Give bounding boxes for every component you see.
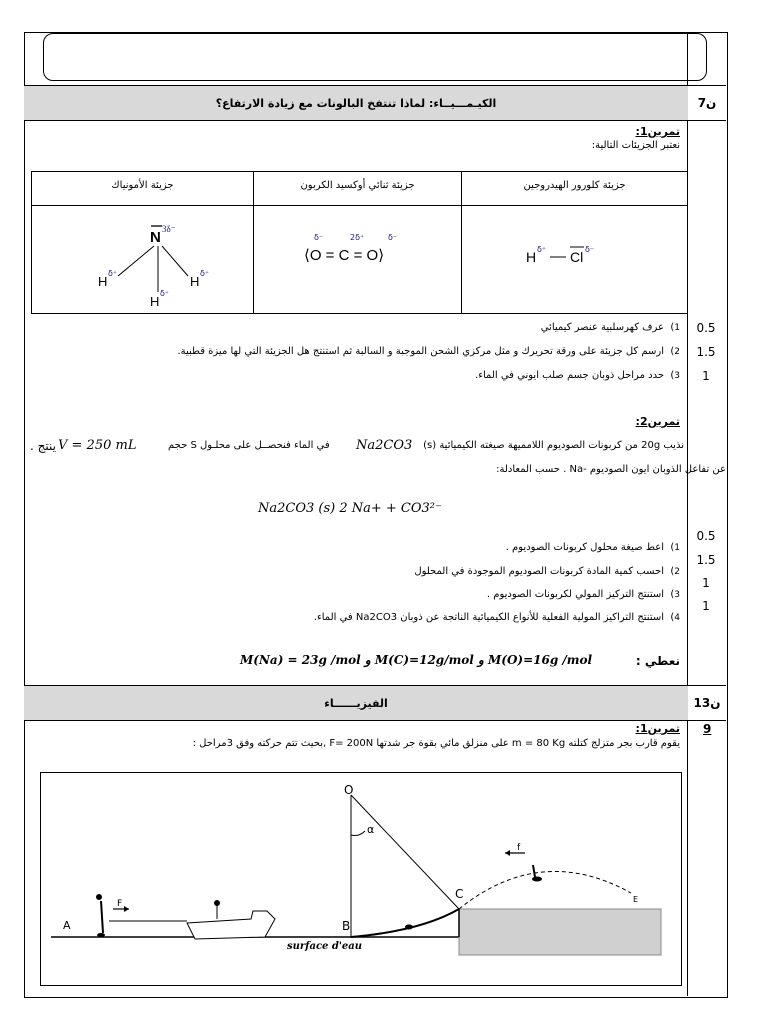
ex2-question-1: 1) اعط صيغة محلول كربونات الصوديوم . — [505, 542, 680, 553]
hcl-structure — [522, 238, 632, 274]
chemistry-title: الكيـمـــيــاء: لماذا تنتفخ البالونات مع زيادة الارتفاع؟ — [215, 96, 497, 110]
skier-figure — [40, 772, 682, 986]
ex1-mark-2: 1.5 — [696, 345, 716, 359]
water-surface-caption: surface d'eau — [287, 941, 363, 952]
volume-value: V = 250 mL — [58, 438, 137, 453]
svg-text:δ⁻: δ⁻ — [314, 233, 324, 242]
dissolution-equation: Na2CO3 (s) 2 Na+ + CO3²⁻ — [258, 501, 442, 516]
sodium-carbonate-formula: Na2CO3 — [356, 438, 413, 453]
ex2-mark-2: 1.5 — [696, 553, 716, 567]
ex1-mark-1: 0.5 — [696, 321, 716, 335]
svg-text:H: H — [190, 274, 200, 289]
svg-text:N: N — [150, 229, 161, 246]
physics-band — [24, 685, 688, 721]
ex2-question-3: 3) استنتج التركيز المولي لكربونات الصوديوم . — [486, 589, 680, 600]
ex1-question-3: 3) حدد مراحل ذوبان جسم صلب ايوني في الماء. — [475, 370, 680, 381]
force-f-label: F — [117, 899, 123, 909]
exercise1-intro: نعتبر الجزيئات التالية: — [591, 140, 680, 151]
svg-text:δ⁻: δ⁻ — [388, 233, 398, 242]
chemistry-band — [24, 85, 688, 121]
force-f-prime-label: f — [517, 843, 521, 853]
ex2-statement-line1: . ينتج V = 250 mL في الماء فنحصــل على محلـول S حجم Na2CO3 نذيب 20g من كربونات الصوديوم اللامميهة صيغته الكيميائية (s) — [30, 438, 684, 453]
ex2-statement-line2: عن تفاعل الذوبان ايون الصوديوم -Na . حسب المعادلة: — [496, 464, 726, 475]
physics-ex1-heading: تمرين1: — [635, 722, 680, 735]
svg-text:Cl: Cl — [570, 249, 584, 265]
co2-name: جزيئة ثنائي أوكسيد الكربون — [300, 180, 415, 191]
ex2-mark-4: 1 — [702, 599, 710, 613]
point-e-label: E — [633, 895, 639, 904]
exercise1-heading: تمرين1: — [635, 125, 680, 138]
ex2-question-2: 2) احسب كمية المادة كربونات الصوديوم الموجودة في المحلول — [414, 566, 680, 577]
svg-text:H: H — [98, 274, 108, 289]
point-b-label: B — [342, 919, 351, 933]
point-o-label: O — [344, 783, 354, 797]
exercise2-heading: تمرين2: — [635, 415, 680, 428]
ex2-mark-3: 1 — [702, 576, 710, 590]
co2-column — [254, 172, 462, 313]
header-box — [43, 33, 707, 81]
hcl-name: جزيئة كلورور الهيدروجين — [523, 180, 626, 191]
ex1-mark-3: 1 — [702, 369, 710, 383]
co2-structure — [296, 230, 426, 270]
svg-text:2δ⁺: 2δ⁺ — [350, 233, 365, 242]
svg-text:δ⁻: δ⁻ — [585, 245, 595, 254]
molecules-table — [31, 171, 688, 314]
point-c-label: C — [455, 887, 464, 901]
ex2-question-4: 4) استنتج التراكيز المولية الفعلية للأنواع الكيميائية الناتجة عن ذوبان Na2CO3 في الماء. — [313, 612, 680, 623]
svg-text:3δ⁻: 3δ⁻ — [162, 224, 176, 234]
given-values: M(Na) = 23g /mol و M(C)=12g/mol و M(O)=16g /mol — [240, 653, 593, 667]
physics-points: 13ن — [688, 685, 726, 721]
physics-ex1-text: يقوم قارب بجر متزلج كتلته m = 80 Kg على منزلق مائي بقوة جر شدتها F= 200N ,بحيث تتم حركته وفق 3مراحل : — [192, 738, 680, 749]
given-label: نعطي : — [635, 654, 680, 668]
ex2-mark-1: 0.5 — [696, 529, 716, 543]
svg-text:δ⁺: δ⁺ — [160, 289, 170, 298]
point-a-label: A — [63, 919, 71, 932]
ex1-question-1: 1) عرف كهرسلبية عنصر كيميائي — [540, 322, 680, 333]
chemistry-points: 7ن — [688, 85, 726, 121]
ammonia-column — [32, 172, 254, 313]
skier-diagram — [41, 773, 681, 985]
ammonia-structure — [82, 214, 222, 310]
ex1-question-2: 2) ارسم كل جزيئة على ورقة تحريرك و مثل مركزي الشحن الموجبة و السالبة ثم استنتج هل الجزيئة التي لها ميزة قطبية. — [177, 346, 680, 357]
svg-text:H: H — [526, 249, 537, 265]
alpha-label: α — [367, 823, 375, 836]
hcl-column — [462, 172, 687, 313]
svg-text:H: H — [150, 294, 160, 309]
svg-text:δ⁺: δ⁺ — [108, 269, 118, 278]
svg-text:δ⁺: δ⁺ — [537, 245, 547, 254]
physics-ex1-mark: 9 — [703, 722, 712, 736]
svg-text:δ⁺: δ⁺ — [200, 269, 210, 278]
physics-title: الفيزيــــــاء — [324, 696, 388, 710]
svg-text:⟨O = C = O⟩: ⟨O = C = O⟩ — [304, 247, 385, 264]
ammonia-name: جزيئة الأمونياك — [111, 180, 174, 191]
